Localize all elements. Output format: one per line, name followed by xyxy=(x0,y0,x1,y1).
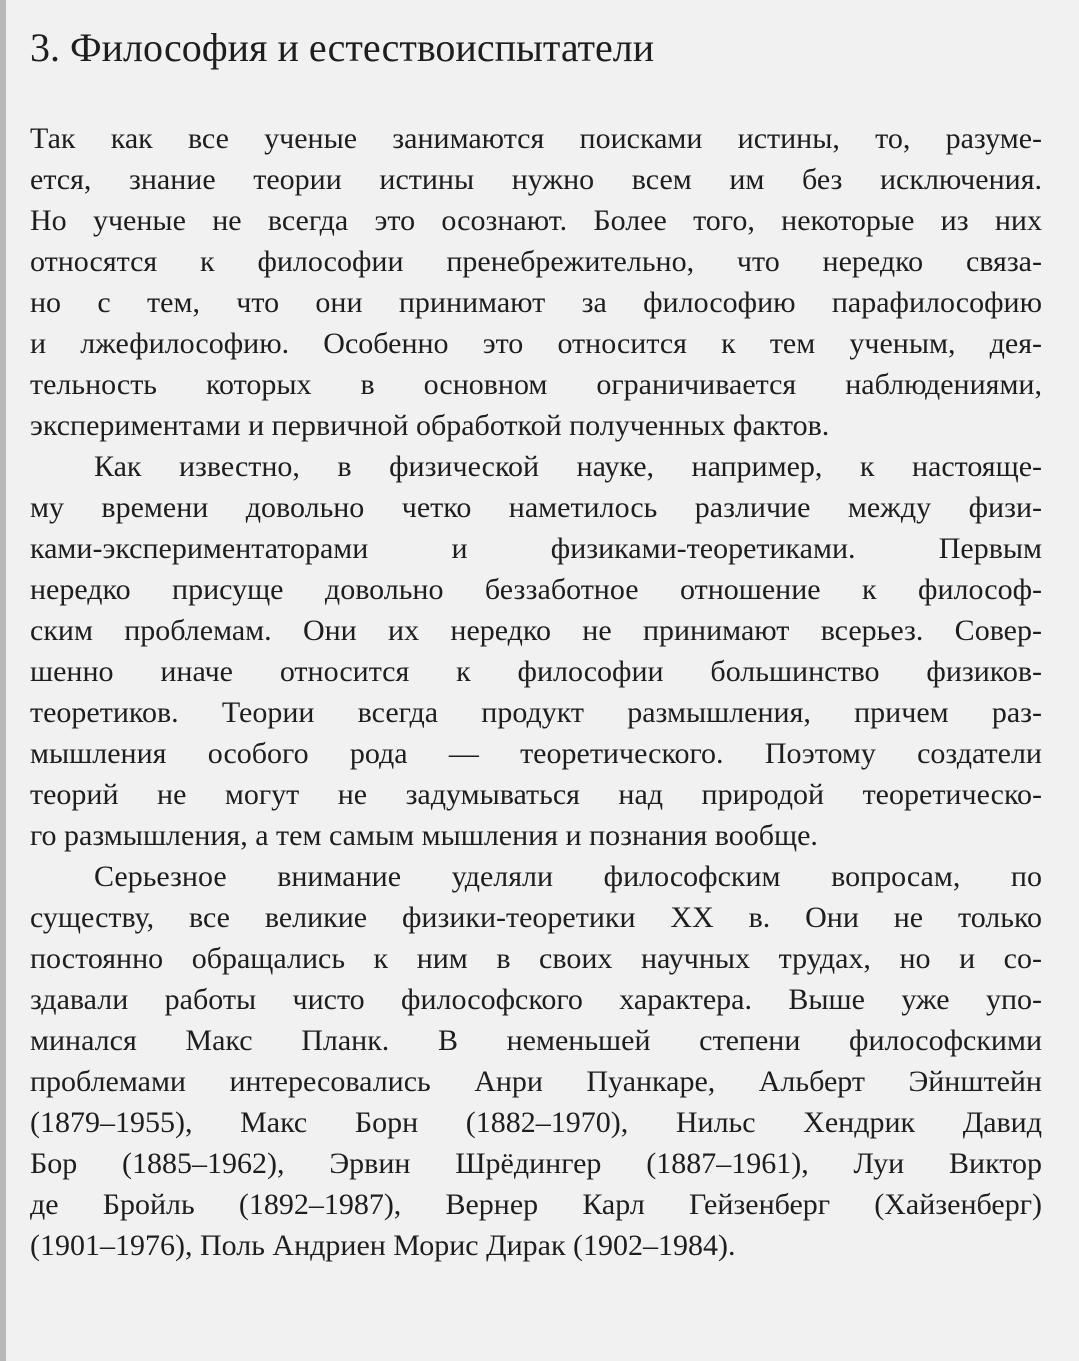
text-line: существу, все великие физики-теоретики XX в. Они не только xyxy=(30,901,1042,934)
text-line: ется, знание теории истины нужно всем им без исключения. xyxy=(30,163,1042,196)
text-line: нередко присуще довольно беззаботное отношение к философ- xyxy=(30,573,1042,606)
text-line: (1901–1976), Поль Андриен Морис Дирак (1902–1984). xyxy=(30,1229,736,1262)
text-line: ским проблемам. Они их нередко не принимают всерьез. Совер- xyxy=(30,614,1042,647)
text-line: относятся к философии пренебрежительно, что нередко связа- xyxy=(30,245,1042,278)
text-line: тельность которых в основном ограничивается наблюдениями, xyxy=(30,368,1042,401)
text-line: постоянно обращались к ним в своих научных трудах, но и со- xyxy=(30,942,1042,975)
text-line: проблемами интересовались Анри Пуанкаре, Альберт Эйнштейн xyxy=(30,1065,1042,1098)
text-line: му времени довольно четко наметилось различие между физи- xyxy=(30,491,1042,524)
section-heading: 3. Философия и естествоиспытатели xyxy=(30,25,655,70)
text-line: Так как все ученые занимаются поисками истины, то, разуме- xyxy=(30,122,1042,155)
text-line: здавали работы чисто философского характера. Выше уже упо- xyxy=(30,983,1042,1016)
text-line: экспериментами и первичной обработкой полученных фактов. xyxy=(30,409,830,442)
text-line: го размышления, а тем самым мышления и познания вообще. xyxy=(30,819,818,852)
text-line: Но ученые не всегда это осознают. Более того, некоторые из них xyxy=(30,204,1042,237)
text-line: но с тем, что они принимают за философию парафилософию xyxy=(30,286,1042,319)
text-line: и лжефилософию. Особенно это относится к тем ученым, дея- xyxy=(30,327,1042,360)
page-edge xyxy=(0,0,6,1361)
text-line: минался Макс Планк. В неменьшей степени философскими xyxy=(30,1024,1042,1057)
text-line: теоретиков. Теории всегда продукт размышления, причем раз- xyxy=(30,696,1042,729)
text-line: де Бройль (1892–1987), Вернер Карл Гейзенберг (Хайзенберг) xyxy=(30,1188,1042,1221)
text-line: мышления особого рода — теоретического. Поэтому создатели xyxy=(30,737,1042,770)
text-line: теорий не могут не задумываться над природой теоретическо- xyxy=(30,778,1042,811)
text-line: Как известно, в физической науке, например, к настояще- xyxy=(94,450,1042,483)
text-line: ками-экспериментаторами и физиками-теоретиками. Первым xyxy=(30,532,1042,565)
text-line: Серьезное внимание уделяли философским вопросам, по xyxy=(94,860,1042,893)
body-text xyxy=(30,118,1042,1266)
text-line: Бор (1885–1962), Эрвин Шрёдингер (1887–1961), Луи Виктор xyxy=(30,1147,1042,1180)
text-line: шенно иначе относится к философии большинство физиков- xyxy=(30,655,1042,688)
text-line: (1879–1955), Макс Борн (1882–1970), Нильс Хендрик Давид xyxy=(30,1106,1042,1139)
